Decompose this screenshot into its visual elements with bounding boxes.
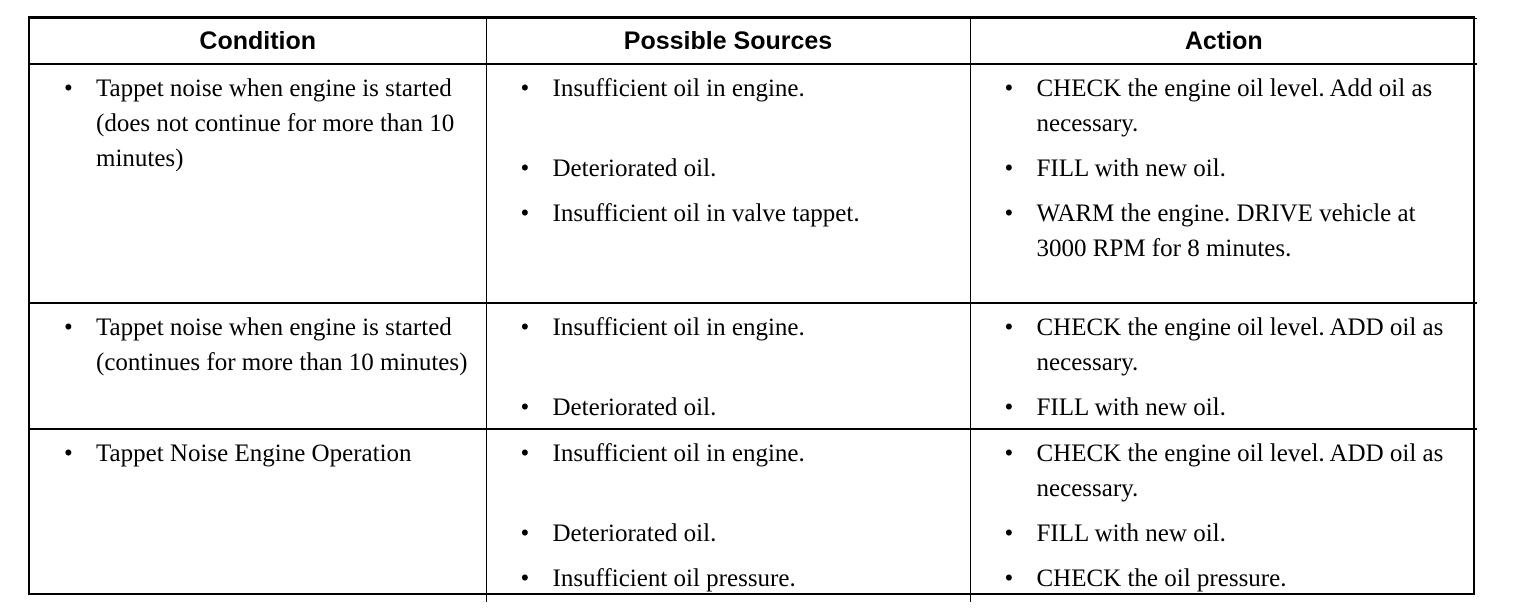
action-item: • FILL with new oil.	[1037, 390, 1462, 425]
table-row	[30, 64, 1477, 303]
sources-cell	[486, 303, 970, 429]
action-item: • CHECK the oil pressure.	[1037, 561, 1462, 596]
condition-item: • Tappet noise when engine is started (does not continue for more than 10 minutes)	[96, 71, 470, 176]
source-item: • Insufficient oil pressure.	[553, 561, 954, 596]
action-item: • CHECK the engine oil level. Add oil as necessary.	[1037, 71, 1462, 141]
condition-item: • Tappet noise when engine is started (continues for more than 10 minutes)	[96, 310, 470, 380]
condition-cell	[30, 429, 486, 602]
action-item: • FILL with new oil.	[1037, 151, 1462, 186]
condition-cell	[30, 64, 486, 303]
action-item: • WARM the engine. DRIVE vehicle at 3000 RPM for 8 minutes.	[1037, 196, 1462, 266]
diagnosis-table	[30, 18, 1477, 602]
source-item: • Insufficient oil in engine.	[553, 310, 954, 345]
action-item: • FILL with new oil.	[1037, 516, 1462, 551]
diagnosis-table-container	[28, 16, 1475, 595]
action-cell	[970, 303, 1477, 429]
action-cell	[970, 429, 1477, 602]
header-action: Action	[970, 19, 1477, 65]
action-item: • CHECK the engine oil level. ADD oil as necessary.	[1037, 436, 1462, 506]
header-row	[30, 19, 1477, 65]
source-item: • Insufficient oil in valve tappet.	[553, 196, 954, 231]
header-possible-sources: Possible Sources	[486, 19, 970, 65]
source-item: • Deteriorated oil.	[553, 151, 954, 186]
source-item: • Deteriorated oil.	[553, 390, 954, 425]
condition-cell	[30, 303, 486, 429]
table-row	[30, 429, 1477, 602]
action-item: • CHECK the engine oil level. ADD oil as necessary.	[1037, 310, 1462, 380]
sources-cell	[486, 64, 970, 303]
source-item: • Insufficient oil in engine.	[553, 71, 954, 106]
action-cell	[970, 64, 1477, 303]
header-condition: Condition	[30, 19, 486, 65]
condition-item: • Tappet Noise Engine Operation	[96, 436, 470, 471]
source-item: • Deteriorated oil.	[553, 516, 954, 551]
sources-cell	[486, 429, 970, 602]
table-row	[30, 303, 1477, 429]
source-item: • Insufficient oil in engine.	[553, 436, 954, 471]
